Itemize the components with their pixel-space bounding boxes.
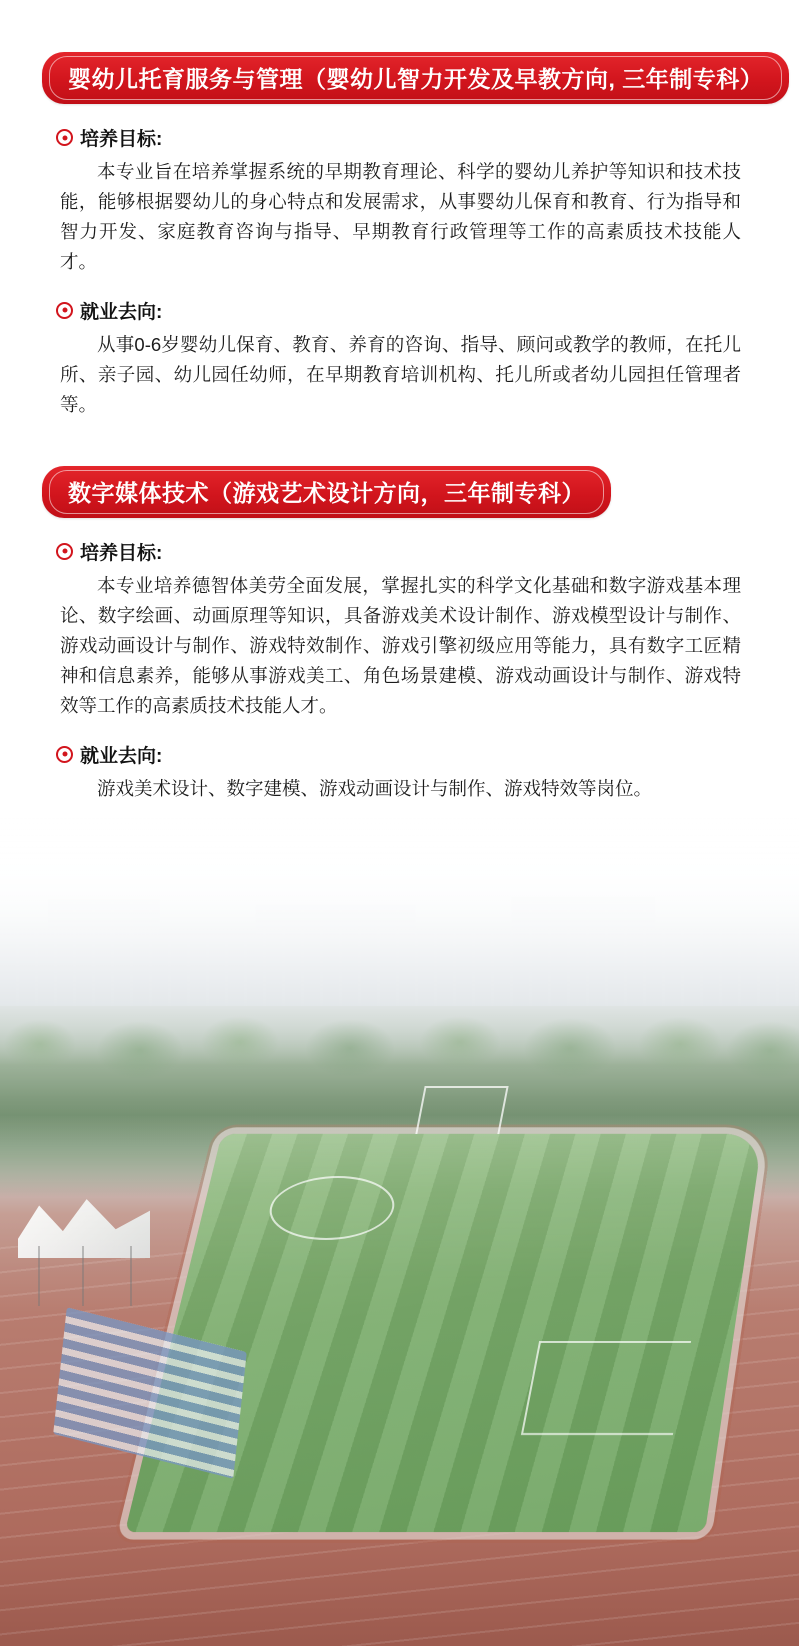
subsection-heading-career-path xyxy=(56,297,757,324)
subsection-heading-career-path xyxy=(56,741,757,768)
bullet-career-icon xyxy=(56,746,73,763)
subsection-heading-label: 就业去向: xyxy=(80,301,163,323)
training-objective-text: 本专业旨在培养掌握系统的早期教育理论、科学的婴幼儿养护等知识和技术技能，能够根据婴幼儿的身心特点和发展需求，从事婴幼儿保育和教育、行为指导和智力开发、家庭教育咨询与指导、早期教育行政管理等工作的高素质技术技能人才。 xyxy=(60,161,741,272)
program-title-banner: 数字媒体技术（游戏艺术设计方向，三年制专科） xyxy=(42,466,611,518)
program-section-digital-media xyxy=(42,426,757,804)
bullet-target-icon xyxy=(56,129,73,146)
program-section-infant-care xyxy=(42,0,764,420)
subsection-heading-training-objective xyxy=(56,538,757,565)
photo-white-fade-overlay xyxy=(0,816,799,1646)
document-content xyxy=(0,0,799,804)
program-title-banner: 婴幼儿托育服务与管理（婴幼儿智力开发及早教方向, 三年制专科） xyxy=(42,52,789,104)
subsection-heading-label: 培养目标: xyxy=(80,129,163,150)
training-objective-text: 本专业培养德智体美劳全面发展，掌握扎实的科学文化基础和数字游戏基本理论、数字绘画、动画原理等知识，具备游戏美术设计制作、游戏模型设计与制作、游戏动画设计与制作、游戏特效制作、游戏引擎初级应用等能力，具有数字工匠精神和信息素养，能够从事游戏美工、角色场景建模、游戏动画设计与制作、游戏特效等工作的高素质技术技能人才。 xyxy=(60,574,741,716)
subsection-heading-label: 就业去向: xyxy=(80,745,163,767)
bullet-career-icon xyxy=(56,302,73,319)
campus-photo xyxy=(0,816,799,1646)
career-path-text: 从事0-6岁婴幼儿保育、教育、养育的咨询、指导、顾问或教学的教师，在托儿所、亲子园、幼儿园任幼师，在早期教育培训机构、托儿所或者幼儿园担任管理者等。 xyxy=(60,333,741,415)
subsection-heading-training-objective xyxy=(56,124,757,151)
subsection-heading-label: 培养目标: xyxy=(80,542,163,564)
career-path-text: 游戏美术设计、数字建模、游戏动画设计与制作、游戏特效等岗位。 xyxy=(97,777,653,799)
bullet-target-icon xyxy=(56,543,73,560)
